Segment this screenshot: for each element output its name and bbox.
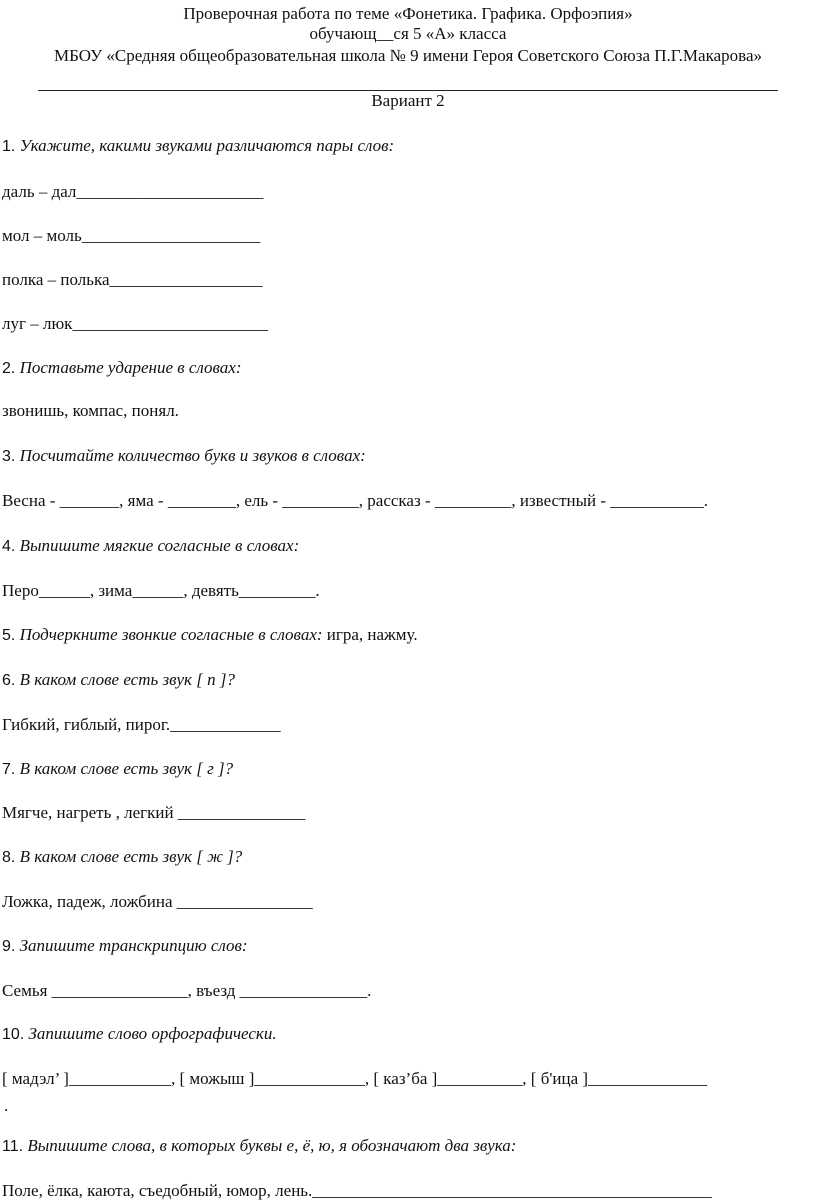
question-number: 5. [2,627,16,644]
question-task: Посчитайте количество букв и звуков в словах: [19,446,366,465]
q6-answer: Гибкий, гиблый, пирог._____________ [2,715,281,734]
question-number: 11. [2,1138,24,1155]
question-task: Укажите, какими звуками различаются пары слов: [19,136,395,155]
question-2 [2,357,242,380]
question-number: 1. [2,138,16,155]
question-task: В каком слове есть звук [ г ]? [19,759,234,778]
question-task: В каком слове есть звук [ ж ]? [19,847,243,866]
q8-answer: Ложка, падеж, ложбина ________________ [2,892,313,911]
question-task: Запишите слово орфографически. [28,1024,277,1043]
q1-item: мол – моль_____________________ [2,226,261,245]
variant-label: Вариант 2 [371,91,445,110]
q11-answer: Поле, ёлка, каюта, съедобный, юмор, лень._______________________________________________ [2,1181,712,1200]
question-number: 4. [2,538,16,555]
question-task: Выпишите слова, в которых буквы е, ё, ю, я обозначают два звука: [27,1136,517,1155]
question-task: Подчеркните звонкие согласные в словах: [19,625,323,644]
question-number: 7. [2,761,16,778]
question-4 [2,535,299,558]
question-number: 6. [2,672,16,689]
q10-trailing-dot: . [4,1096,9,1115]
q5-words: игра, нажму. [322,625,418,644]
q2-answer: звонишь, компас, понял. [2,401,179,420]
question-8 [2,846,242,869]
question-number: 2. [2,360,16,377]
question-10 [2,1023,277,1046]
q7-answer: Мягче, нагреть , легкий _______________ [2,803,306,822]
question-9 [2,935,248,958]
question-task: Поставьте ударение в словах: [19,358,242,377]
q1-item: полка – полька__________________ [2,270,263,289]
question-number: 3. [2,448,16,465]
question-task: В каком слове есть звук [ п ]? [19,670,235,689]
question-3 [2,445,366,468]
q10-answer: [ мадэл’ ]____________, [ можыш ]_____________, [ каз’ба ]__________, [ б'ица ]______________ [2,1069,708,1088]
question-number: 9. [2,938,16,955]
q3-answer: Весна - _______, яма - ________, ель - _________, рассказ - _________, известный - ___________. [2,491,709,510]
q9-answer: Семья ________________, въезд _______________. [2,981,372,1000]
question-task: Запишите транскрипцию слов: [19,936,248,955]
q1-item: луг – люк_______________________ [2,314,268,333]
question-number: 8. [2,849,16,866]
student-class-line: обучающ__ся 5 «А» класса [309,24,507,43]
question-1 [2,135,394,158]
q4-answer: Перо______, зима______, девять_________. [2,581,320,600]
question-11 [2,1135,516,1158]
question-7 [2,758,233,781]
question-number: 10. [2,1026,25,1043]
question-task: Выпишите мягкие согласные в словах: [19,536,300,555]
question-5 [2,624,418,647]
question-6 [2,669,235,692]
doc-title: Проверочная работа по теме «Фонетика. Графика. Орфоэпия» [183,4,633,23]
q1-item: даль – дал______________________ [2,182,264,201]
school-name: МБОУ «Средняя общеобразовательная школа № 9 имени Героя Советского Союза П.Г.Макарова» [53,46,762,65]
